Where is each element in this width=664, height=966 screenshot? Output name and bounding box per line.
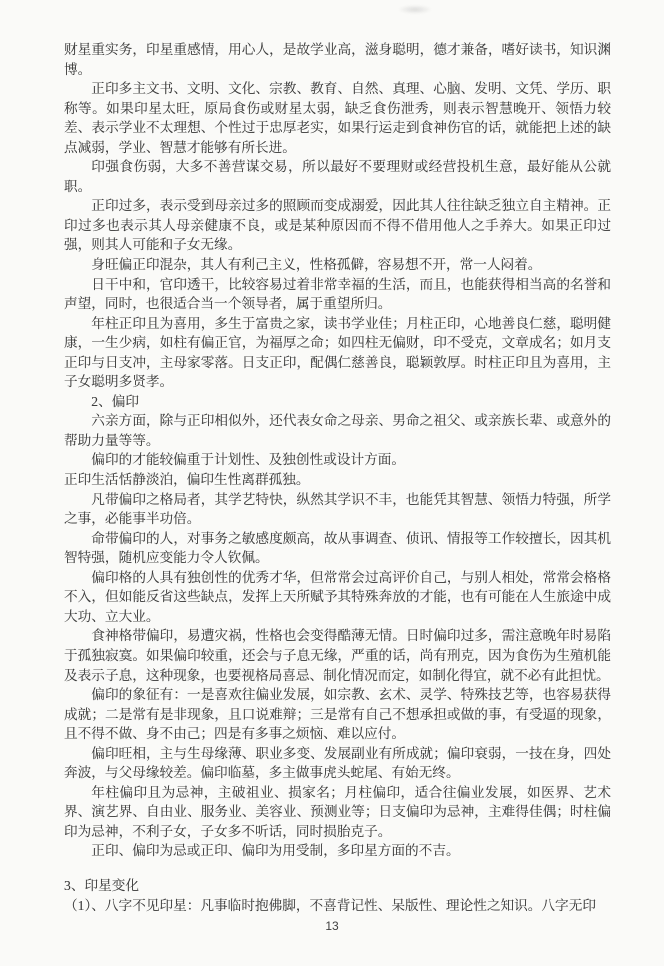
paragraph: 偏印的象征有：一是喜欢往偏业发展，如宗教、玄术、灵学、特殊技艺等，也容易获得成就；二是常有是非现象，且口说难辩；三是常有自己不想承担或做的事，有受逼的现象，且不得不做、身不由己；四是有多事之烦恼、难以应付。: [64, 687, 611, 742]
paragraph: 偏印格的人具有独创性的优秀才华，但常常会过高评价自己，与别人相处，常常会格格不入，但如能反省这些缺点，发挥上天所赋予其特殊奔放的才能，也有可能在人生旅途中成大功、立大业。: [64, 569, 611, 624]
paragraph: 年柱偏印且为忌神，主破祖业、损家名；月柱偏印，适合往偏业发展，如医界、艺术界、演艺界、自由业、服务业、美容业、预测业等；日支偏印为忌神，主难得佳偶；时柱偏印为忌神，不利子女，子女多不听话，同时损胎克子。: [64, 784, 611, 839]
paragraph: 食神格带偏印，易遭灾祸，性格也会变得酷薄无情。日时偏印过多，需注意晚年时易陷于孤独寂寞。如果偏印较重，还会与子息无缘，严重的话，尚有刑克，因为食伤为生殖机能及表示子息，这种现象，也要视格局喜忌、制化情况而定，如制化得宜，就不必有此担忧。: [64, 628, 611, 683]
paragraph: 正印过多，表示受到母亲过多的照顾而变成溺爱，因此其人往往缺乏独立自主精神。正印过多也表示其人母亲健康不良，或是某种原因而不得不借用他人之手养大。如果正印过强，则其人可能和子女无缘。: [64, 198, 611, 253]
page-text: [64, 40, 611, 915]
paragraph: 身旺偏正印混杂，其人有利己主义，性格孤僻，容易想不开，常一人闷着。: [91, 257, 542, 273]
paragraph: 六亲方面，除与正印相似外，还代表女命之母亲、男命之祖父、或亲族长辈、或意外的帮助力量等等。: [64, 413, 611, 448]
scan-smudge-artifact: [398, 5, 432, 14]
paragraph: 正印、偏印为忌或正印、偏印为用受制，多印星方面的不吉。: [91, 843, 460, 859]
paragraph: 印强食伤弱，大多不善营谋交易，所以最好不要理财或经营投机生意，最好能从公就职。: [64, 159, 611, 194]
page-number: 13: [325, 919, 339, 933]
section-heading: 3、印星变化: [64, 877, 140, 893]
paragraph: 正印生活恬静淡泊，偏印生性离群孤独。: [64, 472, 310, 488]
paragraph: 偏印旺相，主与生母缘薄、职业多变、发展副业有所成就；偏印衰弱，一技在身，四处奔波，与父母缘较差。偏印临墓，多主做事虎头蛇尾、有始无终。: [64, 745, 611, 781]
paragraph: 正印多主文书、文明、文化、宗教、教育、自然、真理、心脑、发明、文凭、学历、职称等。如果印星太旺，原局食伤或财星太弱，缺乏食伤泄秀，则表示智慧晚开、领悟力较差、表示学业不太理想、个性过于忠厚老实，如果行运走到食神伤官的话，就能把上述的缺点减弱，学业、智慧才能够有所长进。: [64, 81, 611, 155]
paragraph: 财星重实务，印星重感情，用心人，是故学业高，滋身聪明，德才兼备，嗜好读书，知识渊博。: [64, 42, 611, 77]
paragraph: 凡带偏印之格局者，其学艺特快，纵然其学识不丰，也能凭其智慧、领悟力特强，所学之事，必能事半功倍。: [64, 491, 611, 527]
paragraph: 年柱正印且为喜用，多生于富贵之家，读书学业佳；月柱正印，心地善良仁慈，聪明健康，一生少病，如柱有偏正官，为福厚之命；如四柱无偏财，印不受克，文章成名；如月支正印与日支冲，主母家零落。日支正印，配偶仁慈善良，聪颖敦厚。时柱正印且为喜用，主子女聪明多贤孝。: [64, 315, 611, 390]
paragraph: 日干中和，官印透干，比较容易过着非常幸福的生活，而且，也能获得相当高的名誉和声望，同时，也很适合当一个领导者，属于重望所归。: [64, 276, 611, 312]
paragraph: （1）、八字不见印星：凡事临时抱佛脚，不喜背记性、呆版性、理论性之知识。八字无印: [64, 897, 596, 913]
paragraph: 偏印的才能较偏重于计划性、及独创性或设计方面。: [91, 452, 406, 468]
section-heading: 2、偏印: [91, 393, 140, 409]
paragraph: 命带偏印的人，对事务之敏感度颇高，故从事调查、侦讯、情报等工作较擅长，因其机智特强，随机应变能力令人钦佩。: [64, 530, 611, 566]
